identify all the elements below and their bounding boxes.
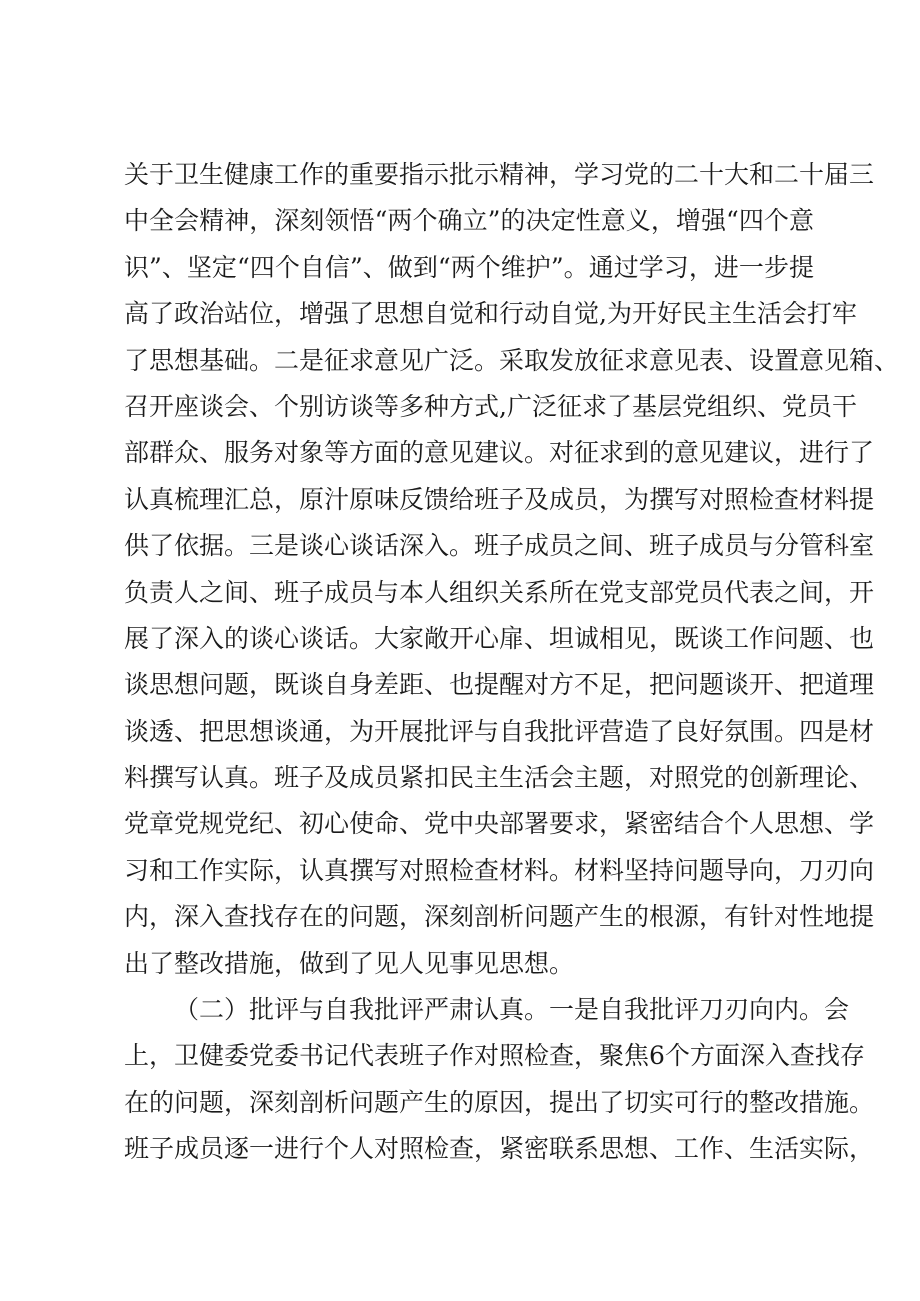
text-line: 认真梳理汇总，原汁原味反馈给班子及成员，为撰写对照检查材料提 (124, 484, 875, 514)
text-line: 部群众、服务对象等方面的意见建议。对征求到的意见建议，进行了 (124, 438, 875, 468)
text-line: 党章党规党纪、初心使命、党中央部署要求，紧密结合个人思想、学 (124, 809, 875, 839)
text-line: 在的问题，深刻剖析问题产生的原因，提出了切实可行的整改措施。 (124, 1087, 875, 1117)
text-line: 习和工作实际，认真撰写对照检查材料。材料坚持问题导向，刀刃向 (124, 855, 875, 885)
text-line: 谈思想问题，既谈自身差距、也提醒对方不足，把问题谈开、把道理 (124, 670, 875, 700)
text-line: 内，深入查找存在的问题，深刻剖析问题产生的根源，有针对性地提 (124, 902, 875, 932)
text-line: 中全会精神，深刻领悟“两个确立”的决定性意义，增强“四个意 (124, 206, 814, 236)
paragraph-2 (124, 987, 875, 1173)
text-line: 供了依据。三是谈心谈话深入。班子成员之间、班子成员与分管科室 (124, 531, 875, 561)
text-line: 召开座谈会、个别访谈等多种方式,广泛征求了基层党组织、党员干 (124, 391, 857, 421)
text-line: 识”、坚定“四个自信”、做到“两个维护”。通过学习，进一步提 (124, 252, 814, 282)
document-body (124, 152, 900, 1173)
text-line: 关于卫生健康工作的重要指示批示精神，学习党的二十大和二十届三 (124, 160, 875, 189)
text-line: 出了整改措施，做到了见人见事见思想。 (124, 948, 575, 978)
text-line: 展了深入的谈心谈话。大家敞开心扉、坦诚相见，既谈工作问题、也 (124, 623, 875, 653)
text-line: 上，卫健委党委书记代表班子作对照检查，聚焦6个方面深入查找存 (124, 1041, 865, 1071)
paragraph-1 (124, 152, 900, 987)
text-line: 负责人之间、班子成员与本人组织关系所在党支部党员代表之间，开 (124, 577, 875, 607)
section-heading-line: （二）批评与自我批评严肃认真。一是自我批评刀刃向内。会 (174, 995, 850, 1025)
text-line: 高了政治站位，增强了思想自觉和行动自觉,为开好民主生活会打牢 (124, 299, 857, 329)
text-line: 料撰写认真。班子及成员紧扣民主生活会主题，对照党的创新理论、 (124, 763, 875, 793)
text-line: 班子成员逐一进行个人对照检查，紧密联系思想、工作、生活实际， (124, 1134, 875, 1164)
text-line: 了思想基础。二是征求意见广泛。采取发放征求意见表、设置意见箱、 (124, 345, 900, 375)
text-line: 谈透、把思想谈通，为开展批评与自我批评营造了良好氛围。四是材 (124, 716, 875, 746)
